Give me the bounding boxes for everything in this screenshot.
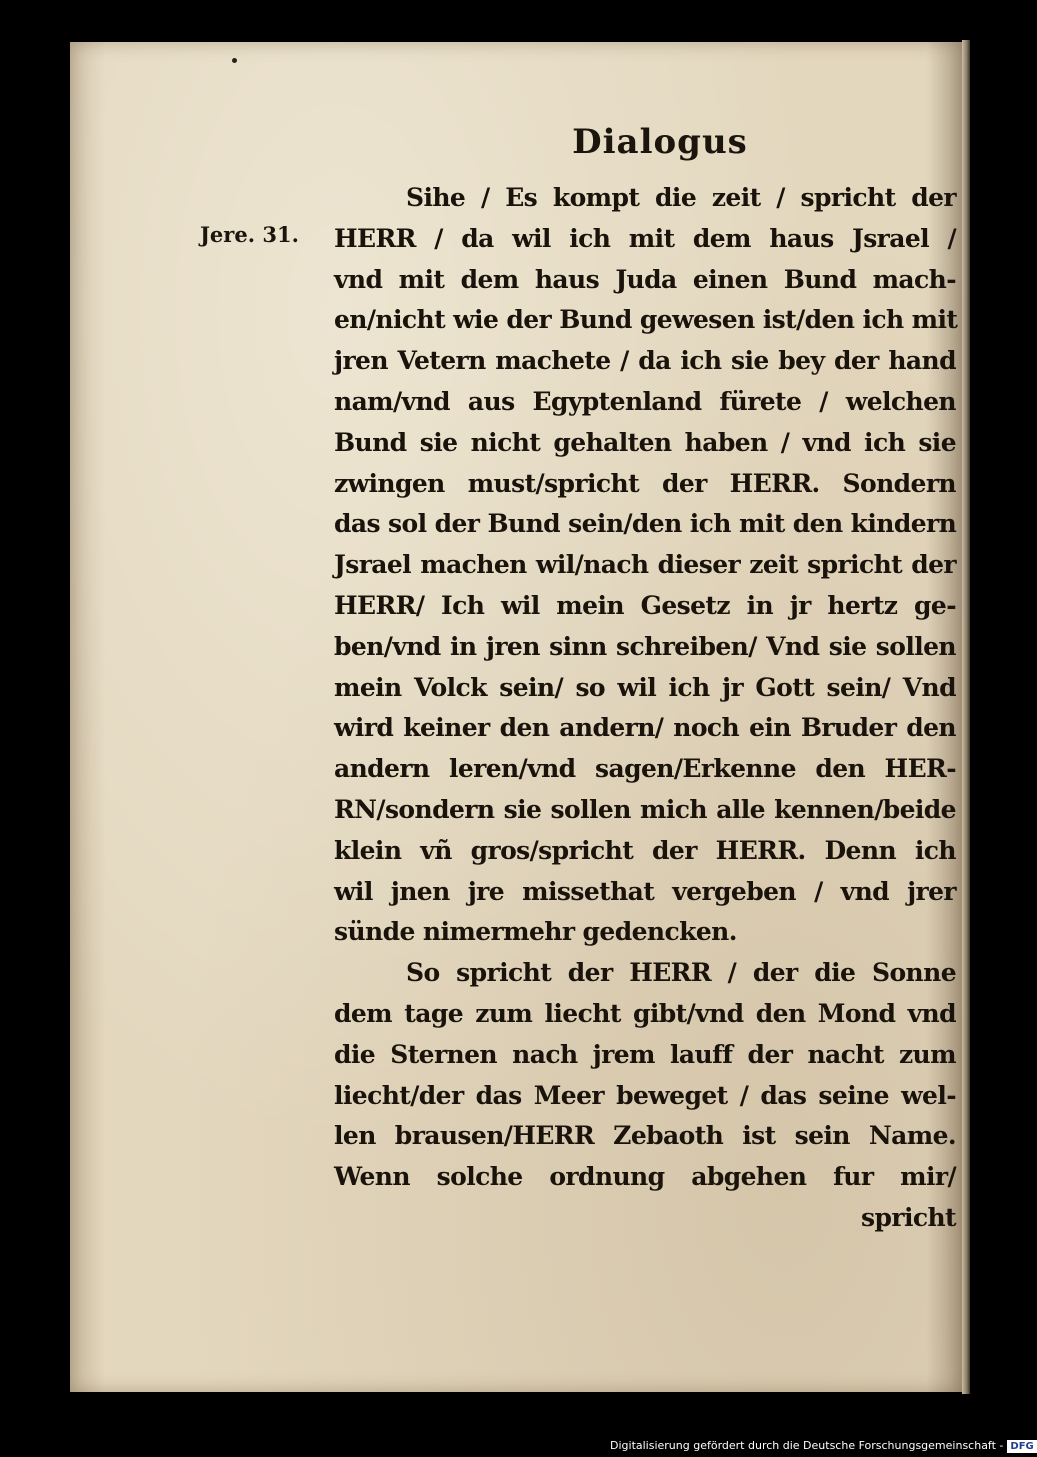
running-head: Dialogus — [572, 122, 748, 162]
text-line: So spricht der HERR / der die Sonne — [406, 958, 956, 988]
text-line: die Sternen nach jrem lauff der nacht zum — [334, 1039, 956, 1069]
text-line: en/nicht wie der Bund gewesen ist/den ich mit — [334, 305, 958, 335]
text-line: jren Vetern machete / da ich sie bey der hand — [334, 346, 956, 376]
text-line: das sol der Bund sein/den ich mit den kindern — [334, 509, 957, 539]
text-line: dem tage zum liecht gibt/vnd den Mond vnd — [334, 998, 956, 1028]
text-line: HERR / da wil ich mit dem haus Jsrael / — [334, 223, 956, 253]
marginal-note: Jere. 31. — [200, 222, 299, 247]
text-line: klein vñ gros/spricht der HERR. Denn ich — [334, 835, 956, 865]
text-line: zwingen must/spricht der HERR. Sondern — [334, 468, 956, 498]
digitization-credit — [610, 1438, 1037, 1454]
text-line: len brausen/HERR Zebaoth ist sein Name. — [334, 1121, 956, 1151]
text-line: sünde nimermehr gedencken. — [334, 917, 737, 947]
text-line: mein Volck sein/ so wil ich jr Gott sein/ Vnd — [334, 672, 956, 702]
text-line: Jsrael machen wil/nach dieser zeit spricht der — [334, 550, 956, 580]
ink-speck — [232, 58, 237, 63]
text-line: Wenn solche ordnung abgehen fur mir/ — [334, 1162, 956, 1192]
text-line: andern leren/vnd sagen/Erkenne den HER- — [334, 754, 956, 784]
text-line: liecht/der das Meer beweget / das seine wel- — [334, 1080, 956, 1110]
text-line: nam/vnd aus Egyptenland fürete / welchen — [334, 386, 956, 416]
text-line: wil jnen jre missethat vergeben / vnd jrer — [334, 876, 956, 906]
text-line: HERR/ Ich wil mein Gesetz in jr hertz ge- — [334, 590, 956, 620]
text-line: RN/sondern sie sollen mich alle kennen/beide — [334, 794, 956, 824]
text-line: Bund sie nicht gehalten haben / vnd ich sie — [334, 427, 956, 457]
text-line: ben/vnd in jren sinn schreiben/ Vnd sie sollen — [334, 631, 956, 661]
catchword: spricht — [861, 1202, 956, 1232]
text-line: vnd mit dem haus Juda einen Bund mach- — [334, 264, 956, 294]
page-edge — [962, 40, 970, 1394]
body-text — [334, 178, 956, 1239]
text-line: wird keiner den andern/ noch ein Bruder den — [334, 713, 956, 743]
dfg-logo: DFG — [1007, 1440, 1036, 1453]
text-line: Sihe / Es kompt die zeit / spricht der — [406, 183, 956, 212]
credit-text: Digitalisierung gefördert durch die Deutsche Forschungsgemeinschaft - — [610, 1439, 1004, 1452]
